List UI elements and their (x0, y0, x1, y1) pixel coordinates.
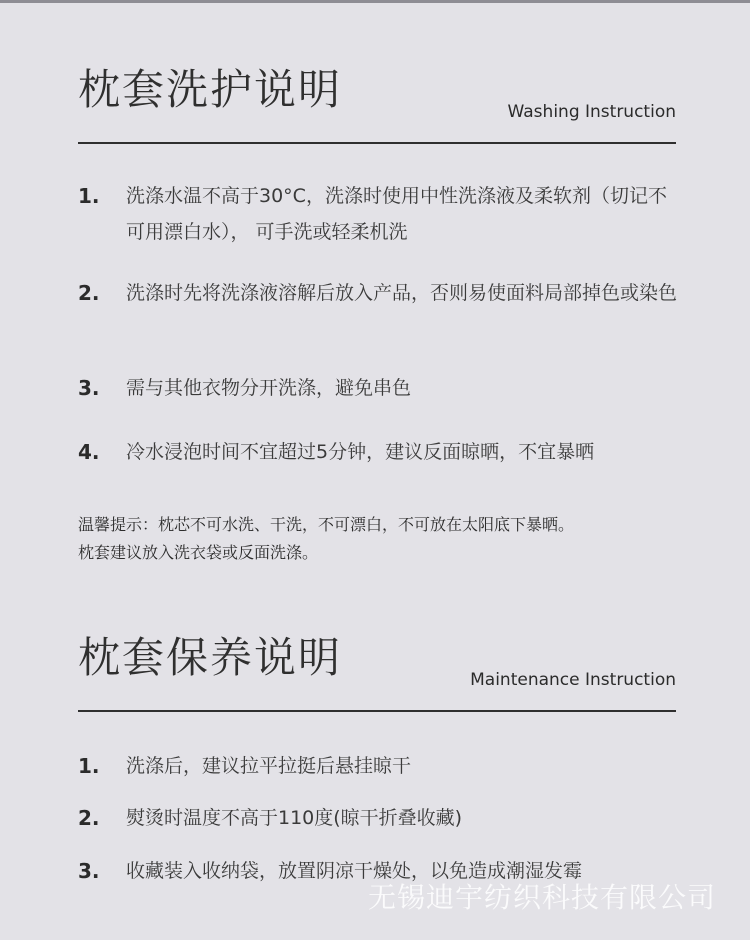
item-number: 4. (78, 440, 100, 464)
item-text: 冷水浸泡时间不宜超过5分钟，建议反面晾晒，不宜暴晒 (126, 441, 595, 463)
item-text: 洗涤水温不高于30°C，洗涤时使用中性洗涤液及柔软剂（切记不可用漂白水）， 可手洗或轻柔机洗 (126, 185, 667, 243)
item-text: 熨烫时温度不高于110度(晾干折叠收藏) (126, 807, 463, 829)
item-number: 3. (78, 859, 100, 883)
warm-tip-line-2: 枕套建议放入洗衣袋或反面洗涤。 (78, 543, 319, 562)
item-text: 收藏装入收纳袋，放置阴凉干燥处，以免造成潮湿发霉 (126, 860, 583, 882)
washing-divider (78, 142, 676, 144)
washing-section (78, 62, 676, 144)
item-number: 2. (78, 281, 100, 305)
item-number: 1. (78, 184, 100, 208)
washing-subtitle: Washing Instruction (507, 102, 676, 122)
item-text: 需与其他衣物分开洗涤，避免串色 (126, 377, 412, 399)
warm-tip-line-1: 温馨提示：枕芯不可水洗、干洗，不可漂白，不可放在太阳底下暴晒。 (78, 515, 575, 534)
maintenance-section (78, 630, 676, 712)
maintenance-subtitle: Maintenance Instruction (470, 670, 676, 690)
item-number: 2. (78, 806, 100, 830)
maintenance-divider (78, 710, 676, 712)
maintenance-header (78, 630, 676, 700)
maintenance-title: 枕套保养说明 (78, 633, 343, 682)
top-border (0, 0, 750, 3)
washing-header (78, 62, 676, 132)
warm-tip (78, 511, 698, 567)
item-number: 3. (78, 376, 100, 400)
item-number: 1. (78, 754, 100, 778)
company-watermark: 无锡迪宇纺织科技有限公司 (367, 881, 716, 914)
item-text: 洗涤时先将洗涤液溶解后放入产品，否则易使面料局部掉色或染色 (126, 282, 678, 304)
item-text: 洗涤后，建议拉平拉挺后悬挂晾干 (126, 755, 412, 777)
washing-title: 枕套洗护说明 (78, 65, 343, 114)
